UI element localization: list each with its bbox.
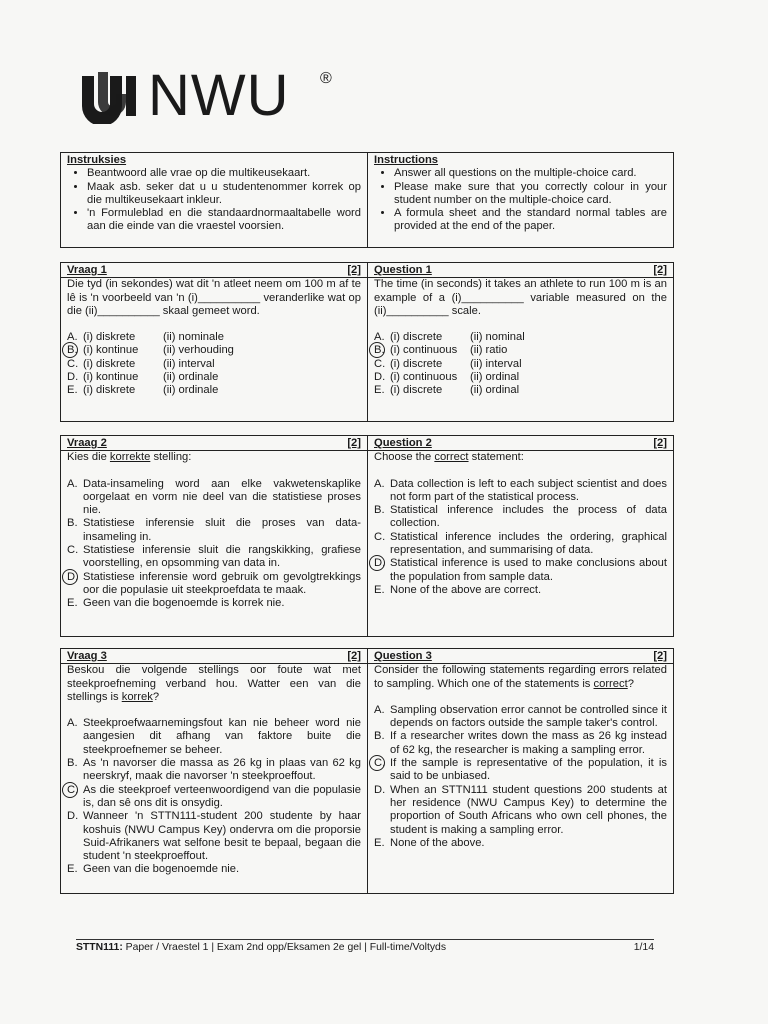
instructions-en-title: Instructions [374, 154, 439, 166]
option-e[interactable]: E. Geen van die bogenoemde is korrek nie. [67, 597, 285, 610]
question-header [368, 649, 673, 664]
option-a[interactable]: A. (i) diskrete (ii) nominale [67, 331, 224, 344]
selected-answer-circle [369, 755, 385, 771]
option-a[interactable]: A. Steekproefwaarnemingsfout kan nie beheer word nie aangesien dit afhang van faktore buite die steekproefnemer se beheer. [67, 717, 361, 756]
instructions-english [367, 153, 673, 247]
option-c[interactable]: C. Statistical inference includes the ordering, graphical representation, and summarising of data. [374, 530, 667, 557]
selected-answer-circle [62, 782, 78, 798]
question-title: Question 3 [374, 650, 432, 662]
question-marks: [2] [347, 264, 361, 276]
question-2-afrikaans [61, 436, 367, 636]
question-text: Die tyd (in sekondes) wat dit 'n atleet neem om 100 m af te lê is 'n voorbeeld van 'n (i)__________ veranderlike wat op die (ii)__________ skaal gemeet word. [67, 278, 361, 317]
instruction-en-item: • Answer all questions on the multiple-choice card. [394, 167, 667, 180]
option-e[interactable]: E. Geen van die bogenoemde nie. [67, 863, 240, 876]
option-e[interactable]: E. None of the above are correct. [374, 583, 542, 596]
question-text: Choose the correct statement: [374, 451, 524, 464]
question-header [61, 263, 367, 278]
option-a[interactable]: A. (i) discrete (ii) nominal [374, 331, 525, 344]
registered-mark: ® [320, 70, 332, 87]
question-text: Consider the following statements regarding errors related to sampling. Which one of the statements is correct? [374, 664, 667, 690]
option-d[interactable]: D. Statistiese inferensie word gebruik om gevolgtrekkings oor die populasie uit steekproefdata te maak. [67, 571, 361, 598]
footer-info: STTN111: Paper / Vraestel 1 | Exam 2nd opp/Eksamen 2e gel | Full-time/Voltyds [76, 942, 447, 953]
instruction-af-item: • Maak asb. seker dat u u studentenommer korrek op die multikeusekaart inkleur. [87, 181, 361, 208]
nwu-logo [78, 63, 332, 128]
page-number: 1/14 [633, 942, 654, 953]
question-3-afrikaans [61, 649, 367, 893]
option-e[interactable]: E. (i) discrete (ii) ordinal [374, 384, 520, 397]
option-c[interactable]: C. Statistiese inferensie sluit die rangskikking, grafiese voorstelling, en opsomming van data in. [67, 544, 361, 570]
option-b[interactable]: B. (i) continuous (ii) ratio [374, 344, 667, 357]
question-text: The time (in seconds) it takes an athlete to run 100 m is an example of a (i)__________ variable measured on the (ii)__________ scale. [374, 278, 667, 317]
question-marks: [2] [653, 650, 667, 662]
question-marks: [2] [347, 650, 361, 662]
option-b[interactable]: B. Statistical inference includes the process of data collection. [374, 504, 667, 530]
instruction-en-item: • A formula sheet and the standard normal tables are provided at the end of the paper. [394, 207, 667, 234]
question-1-box [60, 262, 674, 422]
option-b[interactable]: B. If a researcher writes down the mass as 26 kg instead of 62 kg, the researcher is making a sampling error. [374, 730, 667, 756]
question-title: Vraag 1 [67, 264, 107, 276]
question-title: Vraag 3 [67, 650, 107, 662]
question-2-english [367, 436, 673, 636]
option-b[interactable]: B. As 'n navorser die massa as 26 kg in plaas van 62 kg neerskryf, maak die navorser 'n steekproeffout. [67, 757, 361, 783]
question-title: Vraag 2 [67, 437, 107, 449]
instruction-af-item: • Beantwoord alle vrae op die multikeusekaart. [87, 167, 361, 180]
question-text: Beskou die volgende stellings oor foute wat met steekproefneming verband hou. Watter een van die stellings is korrek? [67, 664, 361, 703]
option-c[interactable]: C. (i) discrete (ii) interval [374, 357, 522, 370]
instruction-af-item: • 'n Formuleblad en die standaardnormaaltabelle word aan die einde van die vraestel voorsien. [87, 207, 361, 234]
question-header [61, 649, 367, 664]
question-1-afrikaans [61, 263, 367, 421]
question-3-box [60, 648, 674, 894]
question-header [61, 436, 367, 451]
instructions-af-title: Instruksies [67, 154, 127, 166]
option-d[interactable]: D. Statistical inference is used to make conclusions about the population from sample data. [374, 557, 667, 584]
instruction-en-item: • Please make sure that you correctly colour in your student number on the multiple-choice card. [394, 181, 667, 208]
option-c[interactable]: C. If the sample is representative of the population, it is said to be unbiased. [374, 757, 667, 784]
question-marks: [2] [653, 264, 667, 276]
option-c[interactable]: C. As die steekproef verteenwoordigend van die populasie is, dan sê ons dit is onsydig. [67, 784, 361, 811]
page-footer [76, 939, 654, 953]
option-d[interactable]: D. When an STTN111 student questions 200 students at her residence (NWU Campus Key) to determine the proportion of South Africans who own cell phones, the student is making a sampling error. [374, 783, 667, 836]
instructions-box [60, 152, 674, 248]
option-b[interactable]: B. Statistiese inferensie sluit die proses van data-insameling in. [67, 517, 361, 543]
instructions-afrikaans [61, 153, 367, 247]
question-title: Question 1 [374, 264, 432, 276]
option-e[interactable]: E. None of the above. [374, 836, 485, 849]
question-2-box [60, 435, 674, 637]
option-c[interactable]: C. (i) diskrete (ii) interval [67, 357, 215, 370]
question-title: Question 2 [374, 437, 432, 449]
option-d[interactable]: D. (i) kontinue (ii) ordinale [67, 371, 219, 384]
question-3-english [367, 649, 673, 893]
question-header [368, 436, 673, 451]
option-a[interactable]: A. Data-insameling word aan elke vakwetenskaplike oorgelaat en vorm nie deel van die statistiese proses nie. [67, 477, 361, 517]
selected-answer-circle [62, 569, 78, 585]
option-d[interactable]: D. Wanneer 'n STTN111-student 200 studente by haar koshuis (NWU Campus Key) ondervra om die proporsie Suid-Afrikaners wat selfone besit te bepaal, begaan die student 'n steekproeffout. [67, 810, 361, 863]
logo-text: NWU [148, 63, 290, 128]
option-a[interactable]: A. Data collection is left to each subject scientist and does not form part of the statistical process. [374, 477, 667, 503]
option-b[interactable]: B. (i) kontinue (ii) verhouding [67, 344, 361, 357]
question-marks: [2] [347, 437, 361, 449]
question-marks: [2] [653, 437, 667, 449]
question-text: Kies die korrekte stelling: [67, 451, 192, 464]
question-1-english [367, 263, 673, 421]
question-header [368, 263, 673, 278]
nwu-emblem-icon [78, 68, 140, 124]
option-d[interactable]: D. (i) continuous (ii) ordinal [374, 371, 520, 384]
option-a[interactable]: A. Sampling observation error cannot be controlled since it depends on factors outside the sample taker's control. [374, 703, 667, 730]
option-e[interactable]: E. (i) diskrete (ii) ordinale [67, 384, 219, 397]
